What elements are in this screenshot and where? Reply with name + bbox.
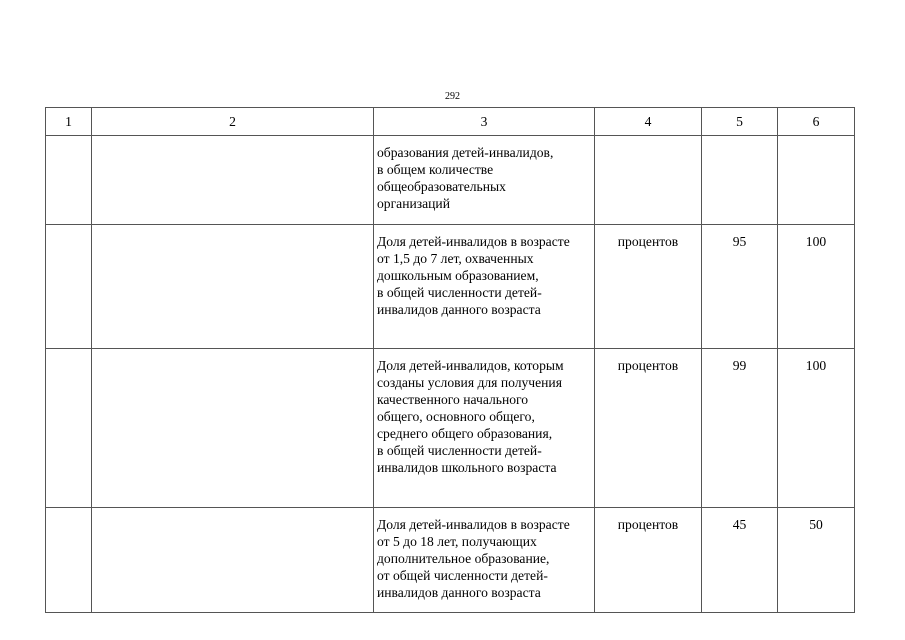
value-col6: 100 — [778, 349, 855, 508]
row-cell-1 — [46, 225, 92, 349]
table-row — [46, 508, 855, 613]
header-cell-4: 4 — [595, 108, 702, 136]
header-cell-2: 2 — [92, 108, 374, 136]
value-col5: 95 — [702, 225, 778, 349]
value-col5: 45 — [702, 508, 778, 613]
unit-cell — [595, 136, 702, 225]
row-cell-1 — [46, 136, 92, 225]
indicator-text: Доля детей-инвалидов в возрасте от 5 до 18 лет, получающих дополнительное образование, от общей численности детей- инвалидов данного возраста — [374, 508, 595, 613]
row-cell-2 — [92, 225, 374, 349]
header-cell-6: 6 — [778, 108, 855, 136]
indicator-text: Доля детей-инвалидов, которым созданы условия для получения качественного начального общего, основного общего, среднего общего образования, в общей численности детей- инвалидов школьного возраста — [374, 349, 595, 508]
header-cell-3: 3 — [374, 108, 595, 136]
table-row — [46, 349, 855, 508]
header-row — [46, 108, 855, 136]
row-cell-1 — [46, 349, 92, 508]
row-cell-1 — [46, 508, 92, 613]
row-cell-2 — [92, 508, 374, 613]
row-cell-2 — [92, 349, 374, 508]
table-row — [46, 225, 855, 349]
unit-cell: процентов — [595, 349, 702, 508]
header-cell-1: 1 — [46, 108, 92, 136]
value-col5 — [702, 136, 778, 225]
indicator-text: образования детей-инвалидов, в общем количестве общеобразовательных организаций — [374, 136, 595, 225]
value-col6: 100 — [778, 225, 855, 349]
value-col5: 99 — [702, 349, 778, 508]
page-number: 292 — [445, 91, 460, 102]
unit-cell: процентов — [595, 225, 702, 349]
value-col6: 50 — [778, 508, 855, 613]
table-row — [46, 136, 855, 225]
indicator-table — [45, 107, 855, 613]
indicator-text: Доля детей-инвалидов в возрасте от 1,5 до 7 лет, охваченных дошкольным образованием, в общей численности детей- инвалидов данного возраста — [374, 225, 595, 349]
unit-cell: процентов — [595, 508, 702, 613]
row-cell-2 — [92, 136, 374, 225]
header-cell-5: 5 — [702, 108, 778, 136]
value-col6 — [778, 136, 855, 225]
